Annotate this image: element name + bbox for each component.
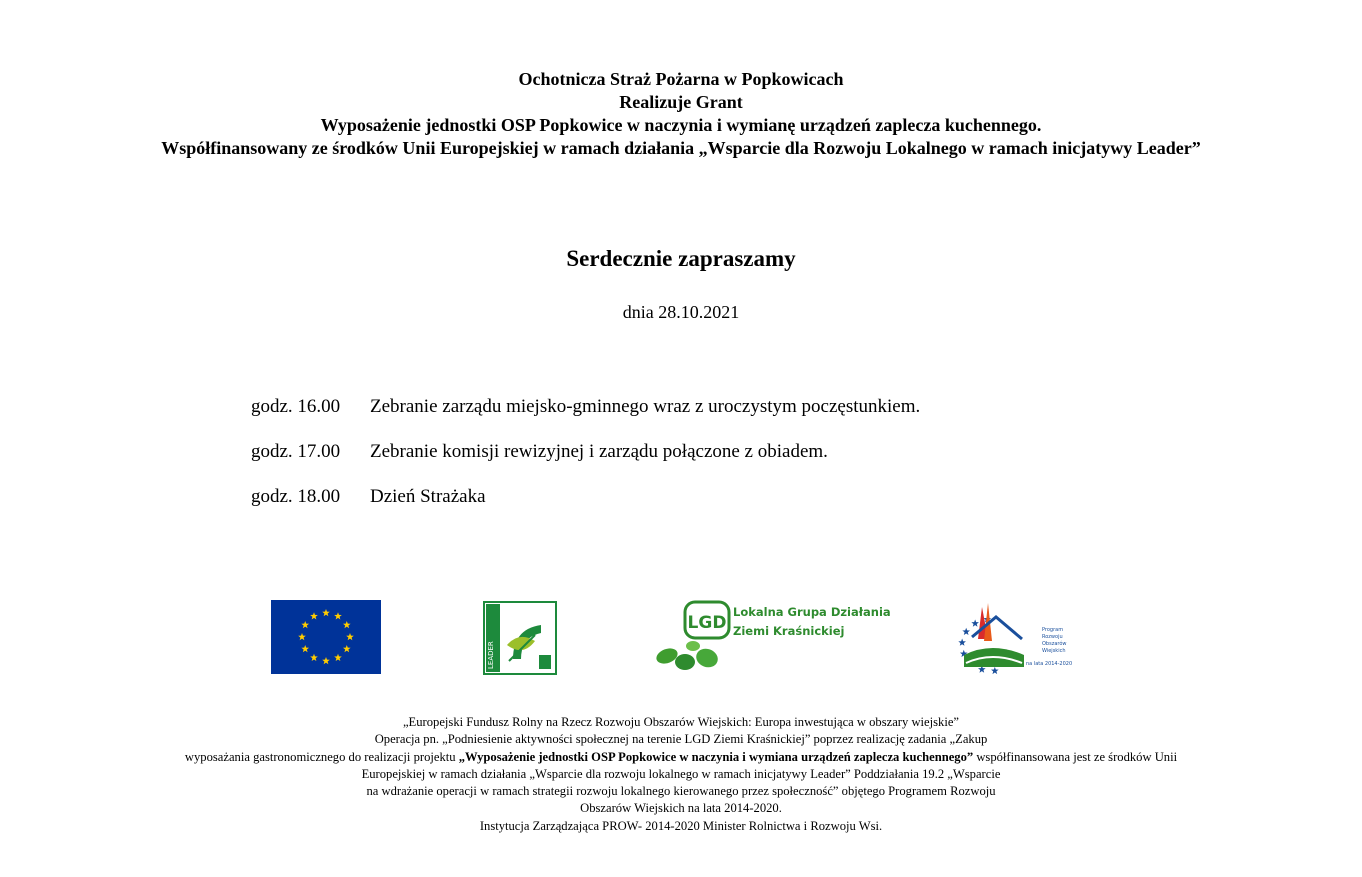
footer-line: Europejskiej w ramach działania „Wsparcie dla rozwoju lokalnego w ramach inicjatywy Leader” Poddziałania 19.2 „Wsparcie — [361, 766, 1001, 781]
prow-star — [991, 667, 999, 674]
lgd-name-line1: Lokalna Grupa Działania — [733, 605, 891, 619]
lgd-mark: LGD — [687, 613, 727, 633]
prow-text-line: Wiejskich — [1042, 648, 1066, 654]
footer-line: „Europejski Fundusz Rolny na Rzecz Rozwoju Obszarów Wiejskich: Europa inwestująca w obszary wiejskie” — [402, 715, 960, 729]
project-title: Wyposażenie jednostki OSP Popkowice w naczynia i wymianę urządzeń zaplecza kuchennego. — [320, 115, 1042, 135]
prow-text-line: Rozwoju — [1042, 634, 1063, 640]
logos-strip — [0, 597, 1355, 679]
schedule-row — [251, 441, 920, 486]
schedule — [251, 396, 920, 531]
footer-line: Obszarów Wiejskich na lata 2014-2020. — [580, 801, 782, 816]
schedule-row — [251, 396, 920, 441]
prow-star — [958, 639, 966, 646]
prow-text-line: Program — [1042, 627, 1064, 633]
footer-project-title: „Wyposażenie jednostki OSP Popkowice w naczynia i wymiana urządzeń zaplecza kuchennego” — [458, 749, 974, 764]
footer-line: Instytucja Zarządzająca PROW- 2014-2020 Minister Rolnictwa i Rozwoju Wsi. — [479, 818, 883, 833]
eu-flag-icon — [271, 600, 381, 679]
funding-statement: Współfinansowany ze środków Unii Europejskiej w ramach działania „Wsparcie dla Rozwoju Lokalnego w ramach inicjatywy Leader” — [161, 138, 1201, 158]
leader-logo-icon — [483, 601, 557, 680]
leader-logo-text: LEADER — [487, 641, 495, 669]
footer-text: wyposażania gastronomicznego do realizacji projektu — [184, 749, 459, 764]
lgd-name-line2: Ziemi Kraśnickiej — [733, 624, 845, 638]
schedule-event: Zebranie zarządu miejsko-gminnego wraz z uroczystym poczęstunkiem. — [370, 396, 921, 417]
prow-logo-icon — [952, 597, 1077, 682]
header — [0, 68, 1362, 160]
schedule-event: Dzień Strażaka — [370, 486, 486, 507]
schedule-event: Zebranie komisji rewizyjnej i zarządu połączone z obiadem. — [370, 441, 828, 462]
prow-text-line: na lata 2014-2020 — [1026, 661, 1073, 667]
footer-text: współfinansowana jest ze środków Unii — [973, 749, 1178, 764]
prow-text-line: Obszarów — [1042, 641, 1067, 647]
schedule-time: godz. 16.00 — [251, 396, 341, 417]
lgd-logo-icon — [655, 600, 891, 683]
footer-line — [0, 749, 1362, 766]
grant-label: Realizuje Grant — [619, 92, 743, 112]
schedule-time: godz. 18.00 — [251, 486, 341, 507]
schedule-row — [251, 486, 920, 531]
prow-star — [971, 620, 979, 627]
organization-name: Ochotnicza Straż Pożarna w Popkowicach — [518, 69, 844, 89]
schedule-time: godz. 17.00 — [251, 441, 341, 462]
invitation-heading: Serdecznie zapraszamy — [566, 246, 796, 271]
event-date: dnia 28.10.2021 — [622, 302, 740, 322]
prow-star — [962, 628, 970, 635]
footer-line: Operacja pn. „Podniesienie aktywności społecznej na terenie LGD Ziemi Kraśnickiej” poprzez realizację zadania „Zakup — [374, 732, 988, 747]
footer-line: na wdrażanie operacji w ramach strategii rozwoju lokalnego kierowanego przez społeczność” objętego Programem Rozwoju — [366, 784, 996, 799]
footer — [0, 714, 1362, 835]
